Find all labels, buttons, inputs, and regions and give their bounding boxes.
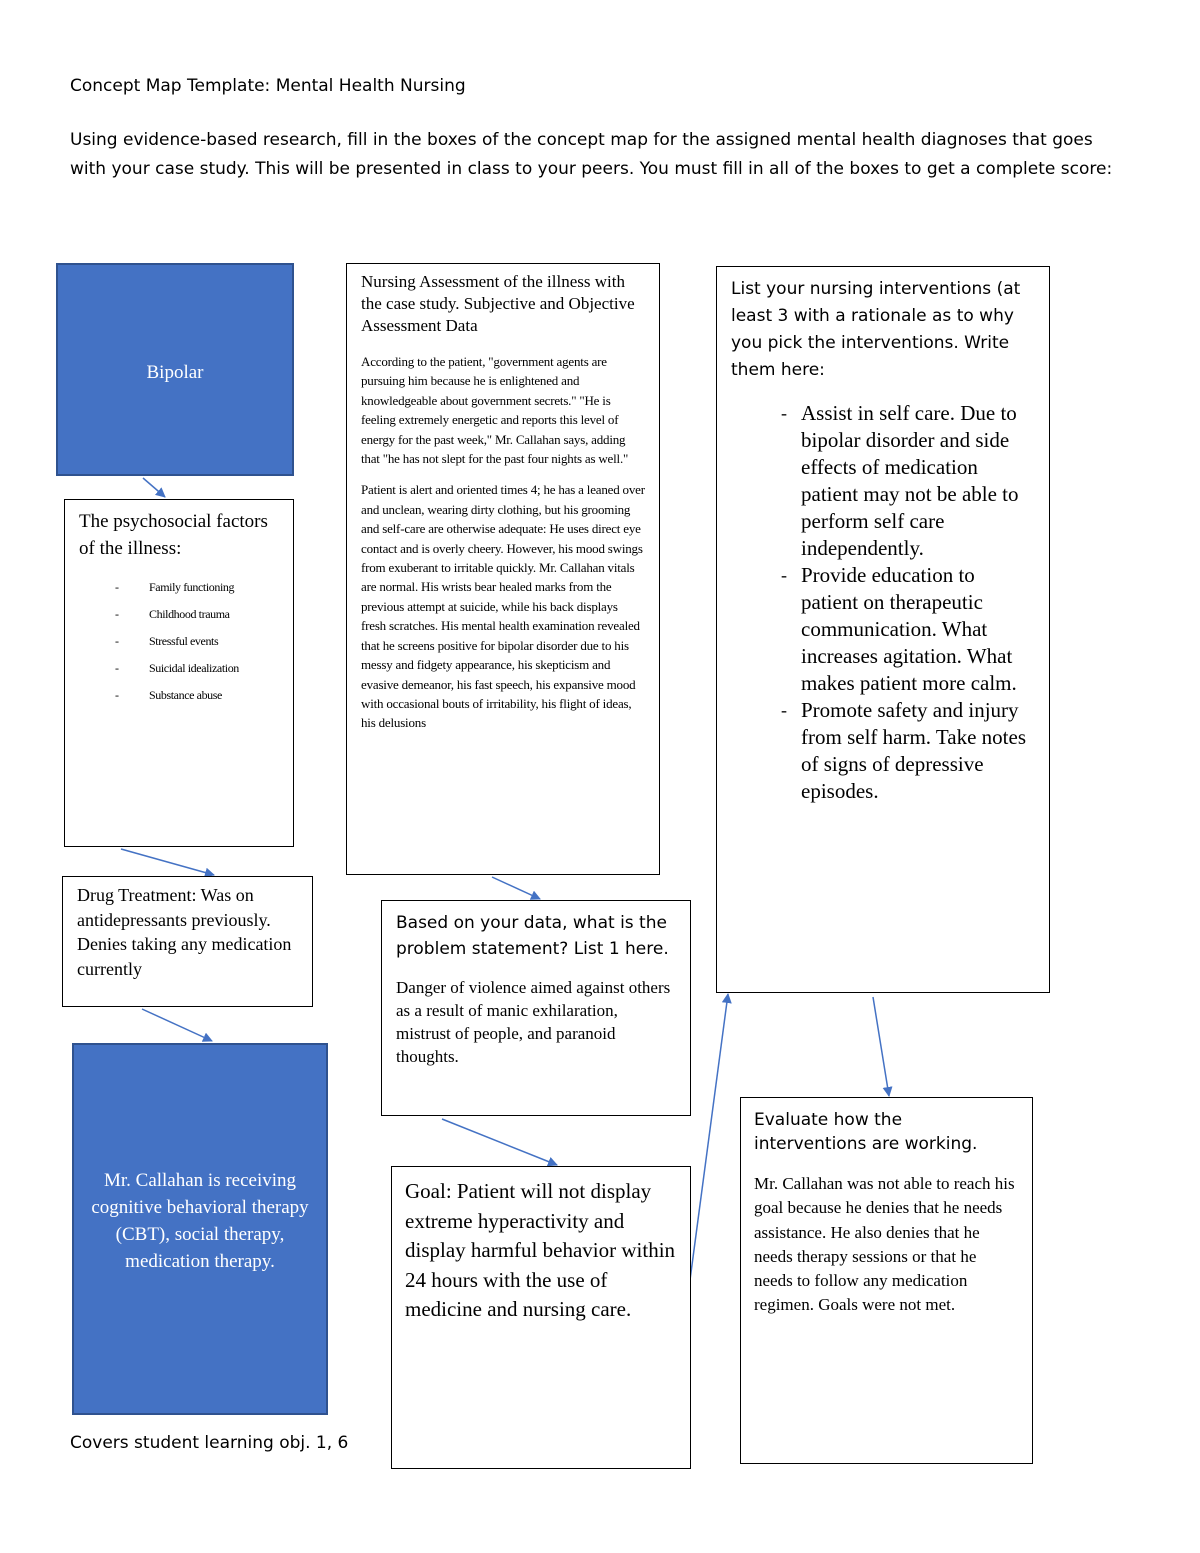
problem-statement-box	[381, 900, 691, 1116]
interventions-list	[731, 400, 1035, 805]
assessment-heading: Nursing Assessment of the illness with the case study. Subjective and Objective Assessment Data	[361, 272, 635, 335]
list-item: - Assist in self care. Due to bipolar disorder and side effects of medication patient may not be able to perform self care independently.	[731, 400, 1035, 562]
list-item: - Provide education to patient on therapeutic communication. What increases agitation. What makes patient more calm.	[731, 562, 1035, 697]
evaluation-heading: Evaluate how the interventions are working.	[754, 1110, 978, 1154]
psychosocial-factors-box	[64, 499, 294, 847]
psychosocial-heading: The psychosocial factors of the illness:	[79, 511, 268, 559]
evaluation-box	[740, 1097, 1033, 1464]
footer-note: Covers student learning obj. 1, 6	[70, 1433, 349, 1453]
objective-data: Patient is alert and oriented times 4; he has a leaned over and unclean, wearing dirty clothing, but his grooming and self-care are otherwise adequate: He uses direct eye contact and is overly cheery. However, his mood swings from exuberant to irritable quickly. Mr. Callahan vitals are normal. His wrists bear healed marks from the previous attempt at suicide, while his back displays fresh scratches. His mental health examination revealed that he screens positive for bipolar disorder due to his messy and fidgety appearance, his skepticism and evasive demeanor, his fast speech, his expansive mood with occasional bouts of irritability, his flight of ideas, his delusions	[361, 482, 645, 731]
evaluation-text: Mr. Callahan was not able to reach his goal because he denies that he needs assistance. He also denies that he needs therapy sessions or that he needs to follow any medication regimen. Goals were not met.	[754, 1174, 1015, 1315]
problem-heading: Based on your data, what is the problem statement? List 1 here.	[396, 913, 669, 959]
therapy-box	[72, 1043, 328, 1415]
arrow-bipolar-to-psychosocial	[143, 478, 165, 497]
subjective-data: According to the patient, "government agents are pursuing him because he is enlightened and knowledgeable about government secrets." "He is feeling extremely energetic and reports this level of energy for the past week," Mr. Callahan says, adding that "he has not slept for the past four nights as well."	[361, 354, 629, 467]
interventions-heading: List your nursing interventions (at least 3 with a rationale as to why you pick the interventions. Write them here:	[731, 279, 1021, 380]
diagnosis-label: Bipolar	[146, 362, 204, 383]
nursing-interventions-box	[716, 266, 1050, 993]
arrow-assessment-to-problem	[492, 877, 540, 899]
list-item: - Substance abuse	[79, 682, 279, 709]
page-title: Concept Map Template: Mental Health Nursing	[70, 76, 466, 96]
therapy-text: Mr. Callahan is receiving cognitive behavioral therapy (CBT), social therapy, medication therapy.	[91, 1170, 309, 1272]
list-item: - Stressful events	[79, 628, 279, 655]
instructions-text: Using evidence-based research, fill in the boxes of the concept map for the assigned mental health diagnoses that goes with your case study. This will be presented in class to your peers. You must fill in all of the boxes to get a complete score:	[70, 130, 1113, 179]
psychosocial-list	[79, 574, 279, 709]
nursing-assessment-box	[346, 263, 660, 875]
list-item: - Childhood trauma	[79, 601, 279, 628]
list-item: - Family functioning	[79, 574, 279, 601]
drug-treatment-text: Drug Treatment: Was on antidepressants previously. Denies taking any medication currently	[77, 885, 292, 979]
arrow-interventions-to-evaluation	[873, 997, 889, 1096]
arrow-drug-to-therapy	[142, 1009, 212, 1041]
drug-treatment-box	[62, 876, 313, 1007]
arrow-goal-to-interventions	[690, 994, 728, 1280]
list-item: - Suicidal idealization	[79, 655, 279, 682]
goal-box	[391, 1166, 691, 1469]
goal-text: Goal: Patient will not display extreme hyperactivity and display harmful behavior within 24 hours with the use of medicine and nursing care.	[405, 1179, 676, 1321]
arrow-psychosocial-to-drug	[121, 849, 214, 875]
list-item: - Promote safety and injury from self harm. Take notes of signs of depressive episodes.	[731, 697, 1035, 805]
arrow-problem-to-goal	[442, 1119, 557, 1165]
problem-statement-text: Danger of violence aimed against others as a result of manic exhilaration, mistrust of people, and paranoid thoughts.	[396, 978, 671, 1066]
diagnosis-box	[56, 263, 294, 476]
